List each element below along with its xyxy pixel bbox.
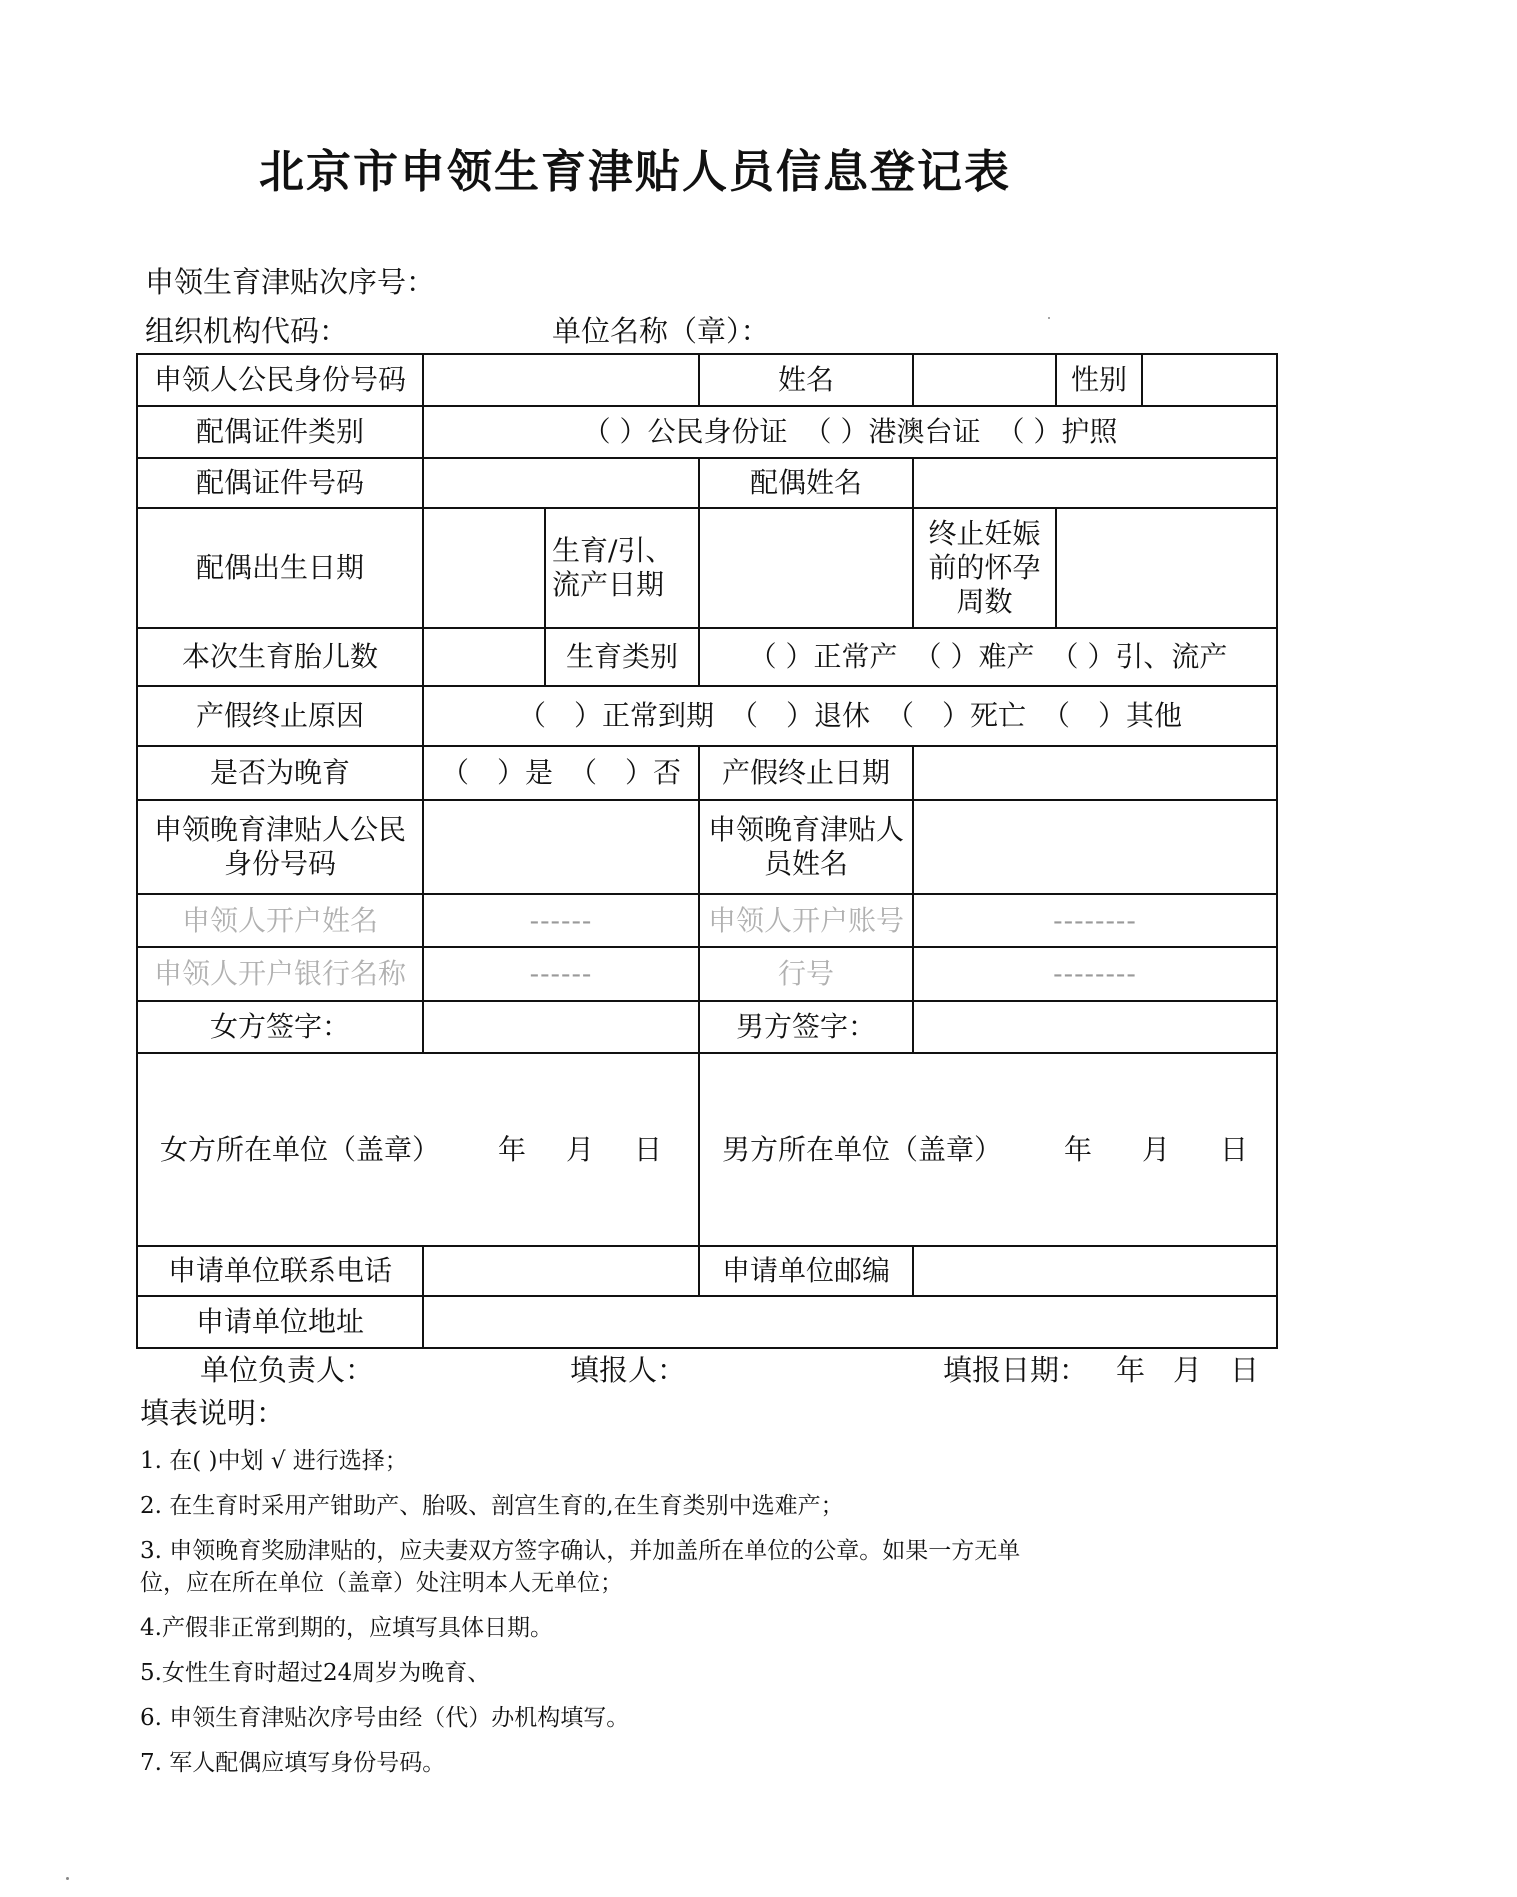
unit-address-label: 申请单位地址 [137,1296,423,1348]
male-signature-label: 男方签字： [699,1001,913,1053]
bank-code-label: 行号 [699,947,913,1001]
applicant-id-input[interactable] [423,354,699,406]
fetus-count-input[interactable] [423,628,545,686]
spouse-doc-type-options [423,406,1277,458]
fetus-count-label: 本次生育胎儿数 [137,628,423,686]
instruction-item-1: 1. 在( )中划 √ 进行选择； [140,1448,408,1474]
serial-number-label: 申领生育津贴次序号： [145,265,436,299]
option-passport[interactable]: （ ）护照 [996,415,1118,448]
fill-date-field[interactable] [943,1352,1259,1388]
option-death[interactable]: （ ）死亡 [886,699,1027,732]
spouse-doc-no-input[interactable] [423,458,699,508]
name-input[interactable] [913,354,1056,406]
name-label: 姓名 [699,354,913,406]
leave-end-date-input[interactable] [913,746,1277,800]
instructions-heading: 填表说明： [140,1396,286,1430]
unit-phone-label: 申请单位联系电话 [137,1246,423,1296]
filler-field[interactable] [570,1352,686,1388]
pregnancy-weeks-input[interactable] [1056,508,1277,628]
option-induced-abortion[interactable]: （ ）引、流产 [1050,640,1228,673]
row-leave-end-reason [137,686,1277,746]
late-subsidy-id-input[interactable] [423,800,699,894]
option-late-birth-no[interactable]: （ ）否 [569,756,682,789]
row-unit-address [137,1296,1277,1348]
fill-date-day: 日 [1230,1353,1260,1387]
leave-end-reason-label: 产假终止原因 [137,686,423,746]
instruction-item-2: 2. 在生育时采用产钳助产、胎吸、剖宫生育的,在生育类别中选难产； [140,1493,844,1519]
spouse-birth-label: 配偶出生日期 [137,508,423,628]
row-bank [137,947,1277,1001]
org-code-field[interactable] [145,313,367,349]
late-subsidy-name-label: 申领晚育津贴人员姓名 [699,800,913,894]
unit-name-label: 单位名称（章）： [552,314,770,348]
late-subsidy-id-label: 申领晚育津贴人公民身份号码 [137,800,423,894]
row-spouse-doc-no [137,458,1277,508]
fill-date-year: 年 [1116,1353,1146,1387]
option-difficult-birth[interactable]: （ ）难产 [913,640,1035,673]
bank-name-label: 申领人开户银行名称 [137,947,423,1001]
gender-input[interactable] [1142,354,1277,406]
unit-phone-input[interactable] [423,1246,699,1296]
row-unit-contact [137,1246,1277,1296]
option-normal-expiry[interactable]: （ ）正常到期 [517,699,714,732]
row-signatures [137,1001,1277,1053]
male-signature-input[interactable] [913,1001,1277,1053]
fill-date-month: 月 [1173,1353,1203,1387]
male-unit-stamp-label: 男方所在单位（盖章） [722,1132,1003,1166]
unit-address-input[interactable] [423,1296,1277,1348]
instruction-item-4: 4.产假非正常到期的，应填写具体日期。 [140,1615,553,1641]
spouse-doc-no-label: 配偶证件号码 [137,458,423,508]
unit-postcode-label: 申请单位邮编 [699,1246,913,1296]
applicant-id-label: 申领人公民身份号码 [137,354,423,406]
unit-head-label: 单位负责人： [200,1353,375,1387]
female-stamp-month: 月 [566,1132,595,1166]
female-unit-stamp-box[interactable] [137,1053,699,1246]
option-late-birth-yes[interactable]: （ ）是 [440,756,553,789]
spouse-name-input[interactable] [913,458,1277,508]
leave-end-reason-options [423,686,1277,746]
female-stamp-day: 日 [634,1132,663,1166]
row-spouse-doc-type [137,406,1277,458]
late-birth-options [423,746,699,800]
female-signature-label: 女方签字： [137,1001,423,1053]
birth-date-label: 生育/引、流产日期 [545,508,699,628]
gender-label: 性别 [1056,354,1142,406]
birth-type-options [699,628,1277,686]
instruction-item-3: 3. 申领晚育奖励津贴的，应夫妻双方签字确认，并加盖所在单位的公章。如果一方无单位，应在所在单位（盖章）处注明本人无单位； [140,1538,1021,1596]
option-hk-macao-taiwan-permit[interactable]: （ ）港澳台证 [803,415,981,448]
scan-speck [66,1877,69,1880]
registration-table [136,353,1278,1349]
account-name-value[interactable]: ------ [423,894,699,947]
account-no-label: 申领人开户账号 [699,894,913,947]
account-no-value[interactable]: -------- [913,894,1277,947]
spouse-name-label: 配偶姓名 [699,458,913,508]
option-normal-birth[interactable]: （ ）正常产 [748,640,898,673]
male-stamp-month: 月 [1142,1132,1171,1166]
male-unit-stamp-box[interactable] [699,1053,1277,1246]
option-other[interactable]: （ ）其他 [1042,699,1183,732]
unit-postcode-input[interactable] [913,1246,1277,1296]
account-name-label: 申领人开户姓名 [137,894,423,947]
instruction-item-6: 6. 申领生育津贴次序号由经（代）办机构填写。 [140,1705,630,1731]
unit-head-field[interactable] [200,1352,374,1388]
female-unit-stamp-label: 女方所在单位（盖章） [160,1132,441,1166]
birth-date-input[interactable] [699,508,913,628]
spouse-doc-type-label: 配偶证件类别 [137,406,423,458]
bank-code-value[interactable]: -------- [913,947,1277,1001]
row-late-subsidy [137,800,1277,894]
scan-speck [1048,317,1050,319]
row-unit-stamps [137,1053,1277,1246]
row-applicant [137,354,1277,406]
birth-type-label: 生育类别 [545,628,699,686]
late-birth-label: 是否为晚育 [137,746,423,800]
filler-label: 填报人： [570,1353,687,1387]
male-stamp-year: 年 [1064,1132,1093,1166]
female-stamp-year: 年 [498,1132,527,1166]
option-retirement[interactable]: （ ）退休 [729,699,870,732]
row-birth-dates [137,508,1277,628]
instruction-item-7: 7. 军人配偶应填写身份号码。 [140,1750,446,1776]
org-code-label: 组织机构代码： [145,314,349,348]
row-account [137,894,1277,947]
bank-name-value[interactable]: ------ [423,947,699,1001]
form-title: 北京市申领生育津贴人员信息登记表 [258,145,1011,198]
serial-number-field[interactable] [145,264,454,300]
option-citizen-id[interactable]: （ ）公民身份证 [582,415,788,448]
instruction-item-5: 5.女性生育时超过24周岁为晚育、 [140,1660,491,1686]
fill-date-label: 填报日期： [943,1353,1089,1387]
female-signature-input[interactable] [423,1001,699,1053]
male-stamp-day: 日 [1220,1132,1249,1166]
row-late-birth [137,746,1277,800]
spouse-birth-input[interactable] [423,508,545,628]
leave-end-date-label: 产假终止日期 [699,746,913,800]
row-birth-type [137,628,1277,686]
late-subsidy-name-input[interactable] [913,800,1277,894]
unit-name-field[interactable] [552,313,789,349]
instructions [140,1395,1060,1792]
pregnancy-weeks-label: 终止妊娠前的怀孕周数 [913,508,1056,628]
